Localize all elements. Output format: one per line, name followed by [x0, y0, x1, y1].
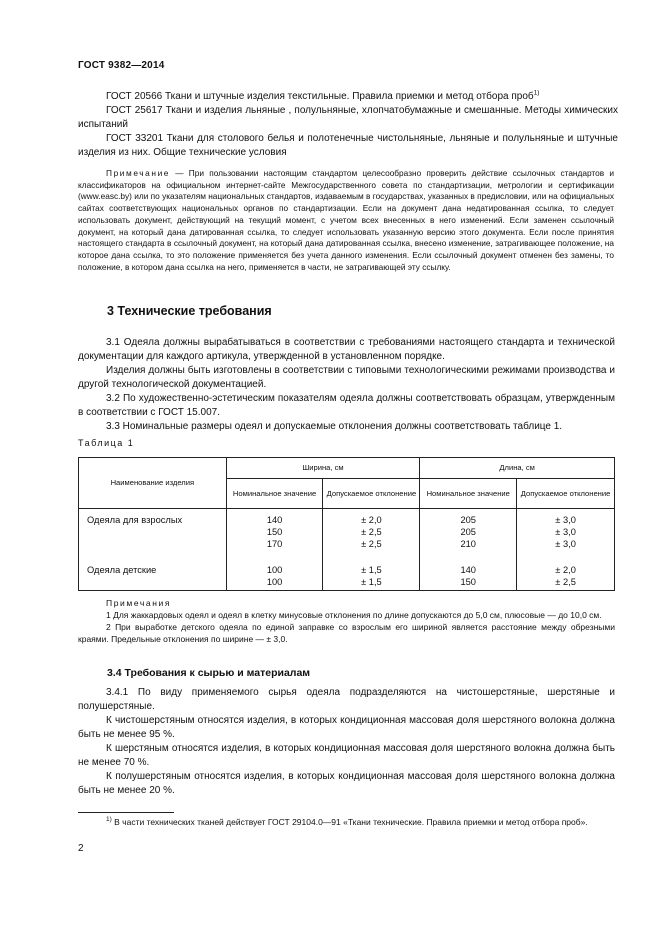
section34-body [78, 686, 615, 798]
subheader-nominal: Номинальное значение [420, 479, 517, 509]
cell-width-nominal: 100 100 [226, 558, 323, 591]
subheader-nominal: Номинальное значение [226, 479, 323, 509]
row-name: Одеяла детские [79, 558, 227, 591]
cell-width-tolerance: ± 1,5 ± 1,5 [323, 558, 420, 591]
cell-width-tolerance: ± 2,0 ± 2,5 ± 2,5 [323, 509, 420, 559]
subheader-tolerance: Допускаемое отклонение [517, 479, 615, 509]
footnote-marker: 1) [106, 816, 112, 824]
row-name: Одеяла для взрослых [79, 509, 227, 559]
column-header-width: Ширина, см [226, 458, 420, 479]
paragraph: К шерстяным относятся изделия, в которых кондиционная массовая доля шерстяного волокна должна быть не менее 70 %. [78, 743, 615, 768]
paragraph: 3.2 По художественно-эстетическим показателям одеяла должны соответствовать образцам, утвержденным в соответствии с ГОСТ 15.007. [78, 393, 615, 418]
paragraph: К полушерстяным относятся изделия, в которых кондиционная массовая доля шерстяного волокна должна быть не менее 20 %. [78, 771, 615, 796]
page-number: 2 [78, 843, 84, 854]
cell-length-nominal: 140 150 [420, 558, 517, 591]
cell-width-nominal: 140 150 170 [226, 509, 323, 559]
cell-length-nominal: 205 205 210 [420, 509, 517, 559]
references-note [78, 168, 614, 273]
table-note-item: 2 При выработке детского одеяла по единой заправке со взрослым его шириной является расстояние между обрезными краями. Предельные отклонения по ширине — ± 3,0. [78, 622, 615, 644]
document-header: ГОСТ 9382—2014 [78, 60, 165, 71]
paragraph: К чистошерстяным относятся изделия, в которых кондиционная массовая доля шерстяного волокна должна быть не менее 95 %. [78, 715, 615, 740]
reference-item: ГОСТ 25617 Ткани и изделия льняные , полульняные, хлопчатобумажные и смешанные. Методы химических испытаний [78, 105, 618, 130]
subsection-heading: 3.4 Требования к сырью и материалам [107, 667, 311, 679]
section3-body [78, 336, 615, 434]
note-label: Примечание [106, 168, 171, 178]
cell-length-tolerance: ± 2,0 ± 2,5 [517, 558, 615, 591]
paragraph: Изделия должны быть изготовлены в соответствии с типовыми технологическими режимами производства и другой технологической документацией. [78, 365, 615, 390]
column-header-length: Длина, см [420, 458, 615, 479]
footnote-text: В части технических тканей действует ГОСТ 29104.0—91 «Ткани технические. Правила приемки и метод отбора проб». [114, 817, 588, 827]
cell-length-tolerance: ± 3,0 ± 3,0 ± 3,0 [517, 509, 615, 559]
paragraph: 3.4.1 По виду применяемого сырья одеяла подразделяются на чистошерстяные, шерстяные и полушерстяные. [78, 687, 615, 712]
paragraph: 3.1 Одеяла должны вырабатываться в соответствии с требованиями настоящего стандарта и технической документации для каждого артикула, утвержденной в установленном порядке. [78, 337, 615, 362]
table-caption: Таблица 1 [78, 438, 135, 448]
table-notes-label: Примечания [106, 598, 172, 608]
section-heading: 3 Технические требования [107, 304, 272, 318]
reference-item: ГОСТ 20566 Ткани и штучные изделия текстильные. Правила приемки и метод отбора проб$^{1)}$ [106, 89, 540, 102]
paragraph: 3.3 Номинальные размеры одеял и допускаемые отклонения должны соответствовать таблице 1. [106, 421, 563, 432]
reference-item: ГОСТ 33201 Ткани для столового белья и полотенечные чистольняные, льняные и полульняные и штучные изделия из них. Общие технические условия [78, 133, 618, 158]
subheader-tolerance: Допускаемое отклонение [323, 479, 420, 509]
footnote [78, 816, 615, 828]
column-header-name: Наименование изделия [79, 458, 227, 509]
normative-references [78, 90, 618, 160]
footnote-separator [78, 812, 174, 813]
note-text: — При пользовании настоящим стандартом целесообразно проверить действие ссылочных стандартов и классификаторов на официальном интернет-сайте Межгосударственного совета по стандартизации, метрологии и сертификации (www.easc.by) или по указателям национальных стандартов, издаваемым в государствах, указанных в предисловии, или на официальных сайтах соответствующих национальных органов по стандартизации. Если на документ дана недатированная ссылка, то следует использовать документ, действующий на текущий момент, с учетом всех внесенных в него изменений. Если заменен ссылочный документ, на который дана датированная ссылка, то следует использовать указанную версию этого документа. Если после принятия настоящего стандарта в ссылочный документ, на который дана датированная ссылка, внесено изменение, затрагивающее положение, на которое дана ссылка, то это положение применяется без учета данного изменения. Если ссылочный документ отменен без замены, то положение, в котором дана ссылка на него, применяется в части, не затрагивающей эту ссылку. [78, 168, 614, 272]
table-notes [78, 597, 615, 645]
table-note-item: 1 Для жаккардовых одеял и одеял в клетку минусовые отклонения по длине допускаются до 5,0 см, плюсовые — до 10,0 см. [106, 610, 602, 620]
sizes-table [78, 457, 615, 591]
table-row [79, 509, 615, 559]
table-row [79, 558, 615, 591]
